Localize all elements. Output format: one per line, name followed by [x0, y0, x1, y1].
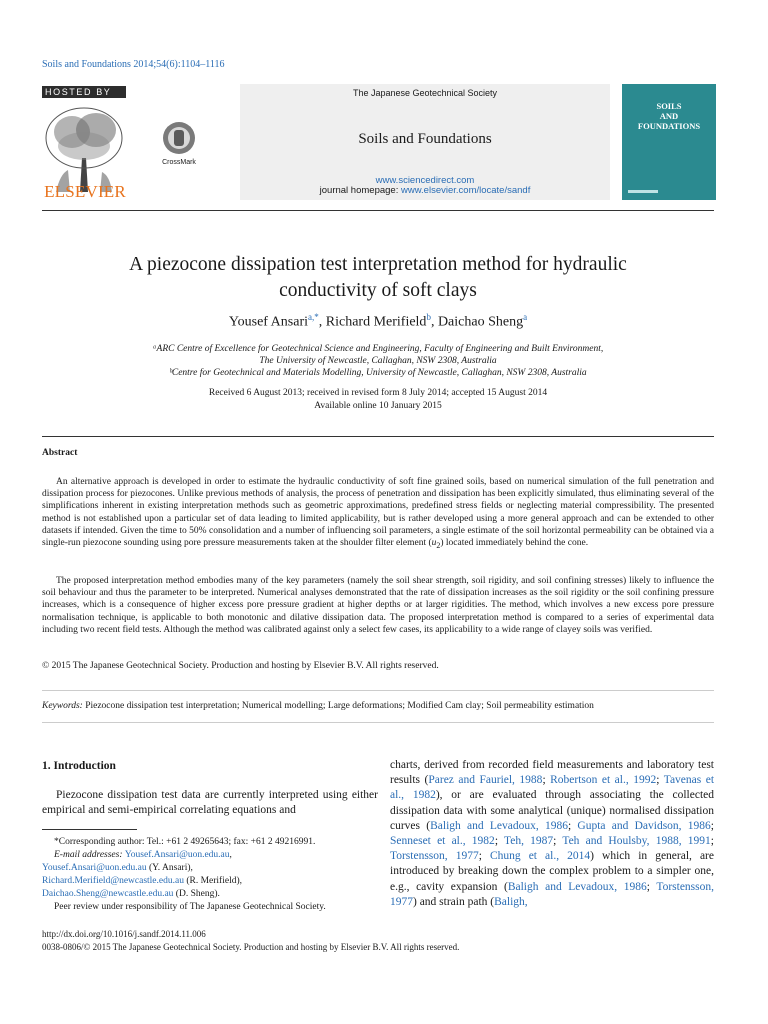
- citation-link[interactable]: Torstensson, 1977: [390, 880, 714, 908]
- abstract-text: ) located immediately behind the cone.: [440, 538, 589, 549]
- cover-title-line: FOUNDATIONS: [637, 121, 701, 131]
- email-link[interactable]: Richard.Merifield@newcastle.edu.au: [42, 876, 184, 886]
- body-text: ) which in general, are introduced by breaking down the complex problem to a simpler one, e.g., cavity expansion (: [390, 850, 714, 893]
- intro-paragraph-right: [390, 758, 714, 910]
- email-link[interactable]: Yousef.Ansari@uon.edu.au: [42, 863, 147, 873]
- body-text: ;: [646, 880, 657, 893]
- author-affiliation-mark[interactable]: a,*: [308, 312, 319, 322]
- cover-title-line: SOILS: [656, 101, 682, 111]
- citation-link[interactable]: Baligh and Levadoux, 1986: [507, 880, 647, 893]
- email-link[interactable]: Yousef.Ansari@uon.edu.au: [124, 850, 230, 860]
- affiliation-b: ᵇCentre for Geotechnical and Materials Modelling, University of Newcastle, Callaghan, NSW 2308, Australia: [169, 368, 587, 378]
- author-affiliation-mark[interactable]: a: [523, 312, 528, 322]
- intro-paragraph-left: Piezocone dissipation test data are currently interpreted using either empirical and semi-empirical correlating equations and: [42, 789, 378, 817]
- citation-link[interactable]: Senneset et al., 1982: [390, 835, 495, 848]
- section-heading: 1. Introduction: [42, 760, 116, 772]
- abstract-paragraph: [42, 476, 714, 552]
- body-text: ;: [567, 819, 578, 832]
- article-title: [42, 252, 714, 304]
- cover-title: [622, 101, 716, 131]
- citation-link[interactable]: Chung et al., 2014: [489, 850, 591, 863]
- footnote-email-line: [42, 888, 378, 901]
- footnote-emails: [42, 849, 378, 862]
- email-tail: (R. Merifield),: [183, 876, 243, 886]
- author-list: [42, 312, 714, 331]
- journal-name: Soils and Foundations: [358, 131, 492, 147]
- footnote-email-line: [42, 862, 378, 875]
- body-text: ;: [553, 835, 563, 848]
- crossmark-label: CrossMark: [162, 159, 196, 166]
- author-name: Daichao Sheng: [437, 314, 524, 330]
- citation-link[interactable]: Teh, 1987: [504, 835, 554, 848]
- body-text: ) and strain path (: [413, 895, 495, 908]
- footnote-email-line: [42, 875, 378, 888]
- body-text: ;: [542, 774, 551, 787]
- keywords-list: Piezocone dissipation test interpretation; Numerical modelling; Large deformations; Modified Cam clay; Soil permeability estimation: [82, 701, 594, 711]
- body-text: ;: [710, 819, 714, 832]
- abstract-variable: u: [431, 538, 437, 549]
- email-label: E-mail addresses:: [54, 850, 125, 860]
- title-line: A piezocone dissipation test interpretation method for hydraulic: [129, 254, 627, 275]
- received-dates: Received 6 August 2013; received in revised form 8 July 2014; accepted 15 August 2014: [208, 388, 548, 398]
- affiliation-a: ᵃARC Centre of Excellence for Geotechnical Science and Engineering, Faculty of Engineering and Built Environment,: [152, 344, 604, 354]
- abstract-subscript: 2: [436, 540, 441, 550]
- citation-link[interactable]: Parez and Fauriel, 1988: [428, 774, 543, 787]
- author-name: Richard Merifield: [325, 314, 427, 330]
- citation-link[interactable]: Gupta and Davidson, 1986: [577, 819, 711, 832]
- body-text: ;: [656, 774, 664, 787]
- society-name: The Japanese Geotechnical Society: [352, 88, 498, 98]
- issn-copyright: 0038-0806/© 2015 The Japanese Geotechnical Society. Production and hosting by Elsevier B.V. All rights reserved.: [42, 942, 460, 952]
- journal-reference[interactable]: Soils and Foundations 2014;54(6):1104–1116: [42, 59, 225, 70]
- sciencedirect-link[interactable]: www.sciencedirect.com: [375, 175, 475, 186]
- email-link[interactable]: Daichao.Sheng@newcastle.edu.au: [42, 889, 174, 899]
- citation-link[interactable]: Robertson et al., 1992: [550, 774, 657, 787]
- homepage-link[interactable]: www.elsevier.com/locate/sandf: [400, 185, 531, 196]
- affiliation-a-cont: The University of Newcastle, Callaghan, NSW 2308, Australia: [259, 356, 497, 366]
- keywords: [42, 701, 714, 711]
- citation-link[interactable]: Baligh and Levadoux, 1986: [430, 819, 568, 832]
- body-text: ;: [494, 835, 504, 848]
- hosted-by-banner: HOSTED BY: [42, 86, 126, 98]
- doi-link[interactable]: http://dx.doi.org/10.1016/j.sandf.2014.11.006: [42, 929, 206, 939]
- email-tail: ,: [229, 850, 232, 860]
- body-text: ), or are evaluated through associating the collected dissipation data with some analytical (unique) normalised dissipation curves (: [390, 789, 714, 832]
- elsevier-wordmark: ELSEVIER: [44, 182, 126, 201]
- author-affiliation-mark[interactable]: b: [426, 312, 431, 322]
- keywords-label: Keywords:: [42, 701, 83, 711]
- journal-homepage: [240, 185, 610, 196]
- author-name: Yousef Ansari: [228, 314, 308, 330]
- keywords-divider: [42, 690, 714, 691]
- abstract-copyright: © 2015 The Japanese Geotechnical Society. Production and hosting by Elsevier B.V. All rights reserved.: [42, 661, 439, 671]
- footnote-peer-review: Peer review under responsibility of The Japanese Geotechnical Society.: [54, 902, 326, 912]
- homepage-label: journal homepage:: [319, 185, 401, 196]
- email-tail: (D. Sheng).: [173, 889, 220, 899]
- citation-link[interactable]: Teh and Houlsby, 1988, 1991: [562, 835, 711, 848]
- cover-footer-mark: [628, 190, 710, 193]
- cover-title-line: AND: [659, 111, 679, 121]
- keywords-divider: [42, 722, 714, 723]
- citation-link[interactable]: Baligh,: [494, 895, 528, 908]
- body-text: charts, derived from recorded field measurements and laboratory test results (: [390, 759, 714, 787]
- abstract-text: An alternative approach is developed in order to estimate the hydraulic conductivity of soft fine grained soils, based on numerical simulation of the full penetration and dissipation process for piezocones. Unlike previous methods of analysis, the process of penetration and dissipation has been explicitly simulated, thus eliminating several of the simplifications inherent in existing interpretation methods such as geometric approximations, predefined stress fields or neglecting material compressibility. The presented method is not established upon a particular set of data leading to limited applicability, but is rather developed using a more general approach and can be extended to other datasets if intended. Given the time to 50% consolidation and a number of influencing soil parameters, a single estimate of the soil horizontal permeability can be obtained via a single-run piezocone sounding using pore pressure measurements taken at the shoulder filter element (: [42, 477, 714, 549]
- citation-link[interactable]: Tavenas et al., 1982: [390, 774, 715, 802]
- citation-link[interactable]: Torstensson, 1977: [390, 850, 479, 863]
- abstract-divider: [42, 436, 714, 437]
- available-online: Available online 10 January 2015: [314, 401, 442, 411]
- body-text: ;: [710, 835, 714, 848]
- header-divider: [42, 210, 714, 211]
- footnote-corresponding-author: *Corresponding author: Tel.: +61 2 49265643; fax: +61 2 49216991.: [54, 837, 316, 847]
- abstract-heading: Abstract: [42, 448, 78, 458]
- abstract-paragraph: The proposed interpretation method embodies many of the key parameters (namely the soil shear strength, soil rigidity, and soil confining stresses) likely to influence the soil behaviour and thus the parameter to be interpreted. Numerical analyses demonstrated that the rate of dissipation increases as the soil rigidity or the soil confining pressure increases, which is a consequence of higher excess pore pressure gradient at higher depths or at larger rigidities. The method, which involves a new excess pore pressure normalisation technique, is applicable to both monotonic and dilative dissipation data. The proposed interpretation method is compared to a series of experimental data including two recent field tests. Although the method was calibrated against only a select few cases, its applicability to a wide range of clayey soils was verified.: [42, 576, 714, 635]
- email-tail: (Y. Ansari),: [146, 863, 193, 873]
- body-text: ;: [478, 850, 490, 863]
- author-separator: ,: [318, 314, 326, 330]
- title-line: conductivity of soft clays: [279, 280, 477, 301]
- author-separator: ,: [430, 314, 438, 330]
- footnote-divider: [42, 829, 137, 830]
